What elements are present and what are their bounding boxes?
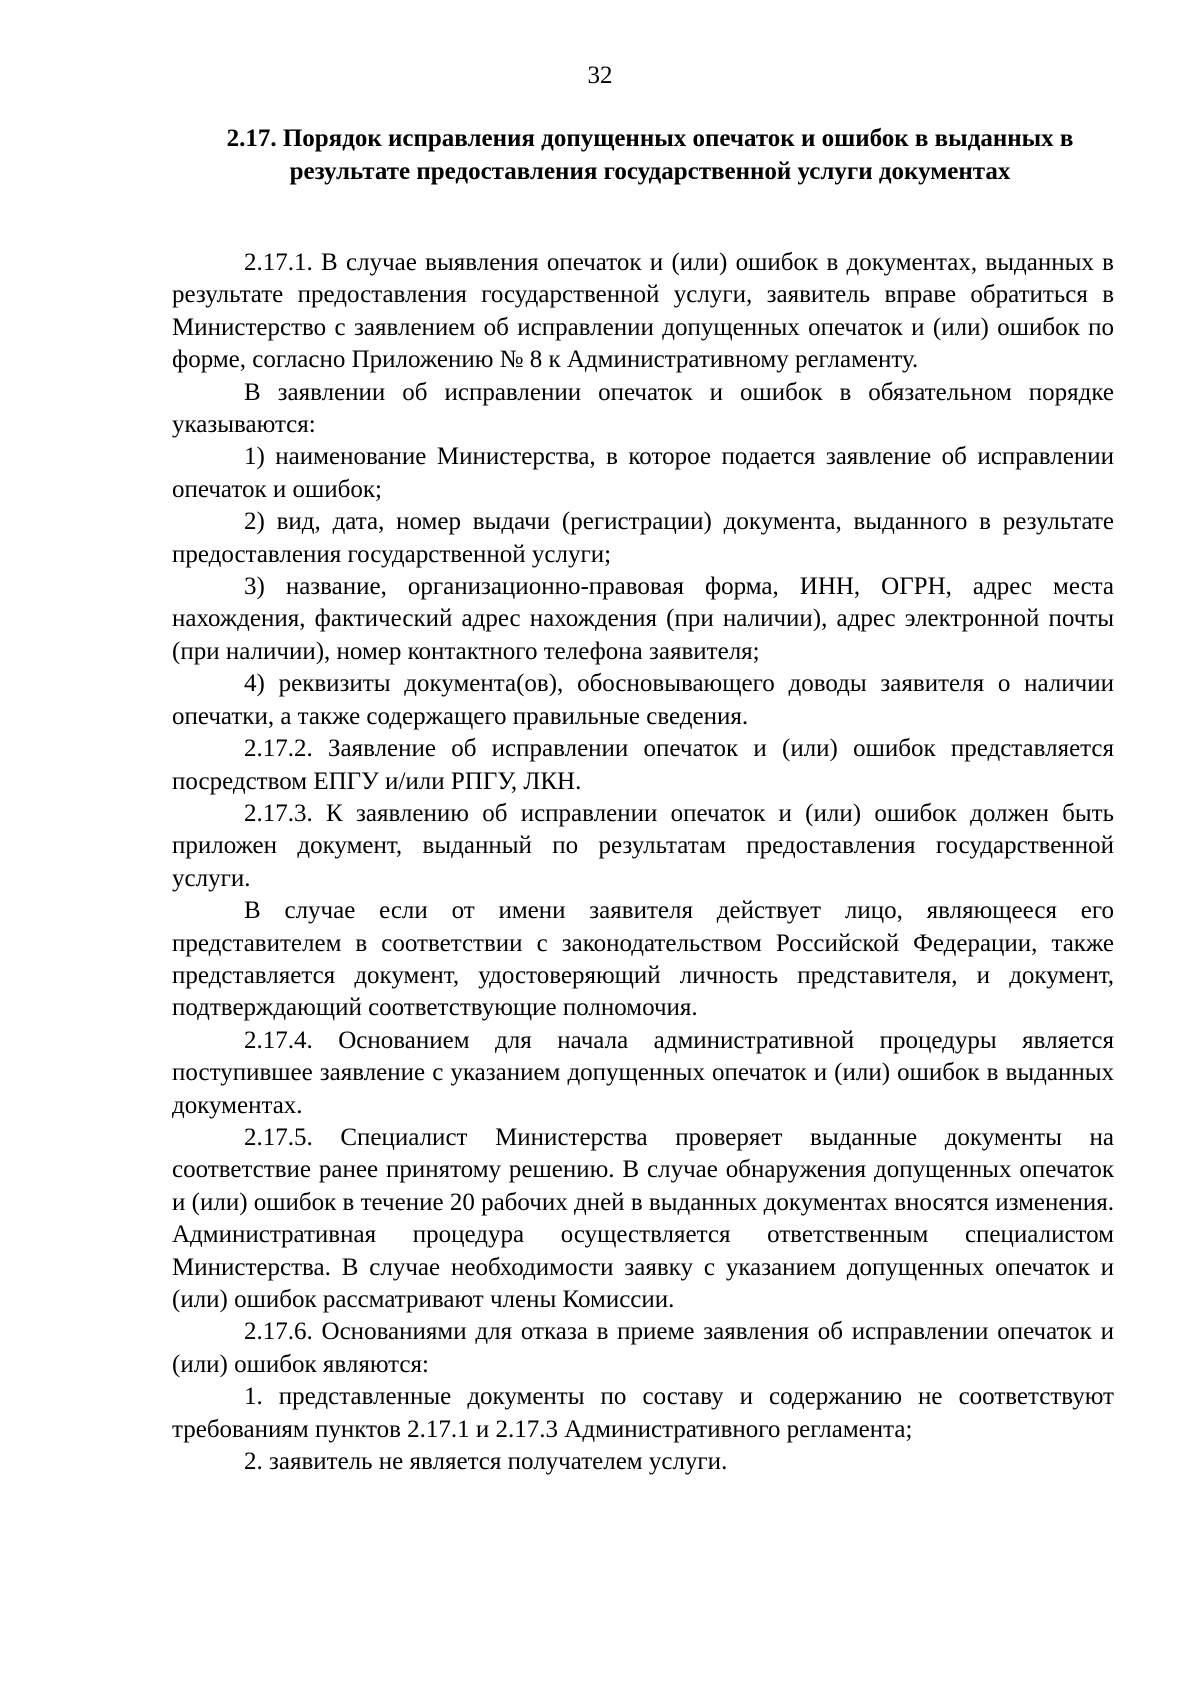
section-heading: 2.17. Порядок исправления допущенных опечаток и ошибок в выданных в результате предоставления государственной услуги документах	[226, 125, 1074, 185]
paragraph: В случае если от имени заявителя действует лицо, являющееся его представителем в соответствии с законодательством Российской Федерации, также представляется документ, удостоверяющий личность представителя, и документ, подтверждающий соответствующие полномочия.	[172, 897, 1114, 1022]
paragraph: 2.17.6. Основаниями для отказа в приеме заявления об исправлении опечаток и (или) ошибок являются:	[172, 1318, 1114, 1378]
list-item: 2) вид, дата, номер выдачи (регистрации) документа, выданного в результате предоставления государственной услуги;	[172, 508, 1114, 568]
paragraph: 2.17.4. Основанием для начала административной процедуры является поступившее заявление с указанием допущенных опечаток и (или) ошибок в выданных документах.	[172, 1026, 1114, 1119]
paragraph: 2.17.3. К заявлению об исправлении опечаток и (или) ошибок должен быть приложен документ, выданный по результатам предоставления государственной услуги.	[172, 799, 1114, 892]
paragraph: 2.17.5. Специалист Министерства проверяет выданные документы на соответствие ранее принятому решению. В случае обнаружения допущенных опечаток и (или) ошибок в течение 20 рабочих дней в выданных документах вносятся изменения. Административная процедура осуществляется ответственным специалистом Министерства. В случае необходимости заявку с указанием допущенных опечаток и (или) ошибок рассматривают члены Комиссии.	[172, 1123, 1114, 1313]
list-item: 4) реквизиты документа(ов), обосновывающего доводы заявителя о наличии опечатки, а также содержащего правильные сведения.	[172, 670, 1114, 730]
page-number: 32	[587, 62, 613, 89]
list-item: 3) название, организационно-правовая форма, ИНН, ОГРН, адрес места нахождения, фактический адрес нахождения (при наличии), адрес электронной почты (при наличии), номер контактного телефона заявителя;	[172, 573, 1114, 665]
paragraph: 2.17.2. Заявление об исправлении опечаток и (или) ошибок представляется посредством ЕПГУ и/или РПГУ, ЛКН.	[172, 735, 1114, 795]
paragraph: В заявлении об исправлении опечаток и ошибок в обязательном порядке указываются:	[172, 378, 1114, 439]
paragraph: 2.17.1. В случае выявления опечаток и (или) ошибок в документах, выданных в результате предоставления государственной услуги, заявитель вправе обратиться в Министерство с заявлением об исправлении допущенных опечаток и (или) ошибок по форме, согласно Приложению № 8 к Административному регламенту.	[172, 249, 1114, 374]
list-item: 1) наименование Министерства, в которое подается заявление об исправлении опечаток и ошибок;	[172, 443, 1114, 503]
document-body	[172, 247, 1114, 1478]
list-item: 1. представленные документы по составу и содержанию не соответствуют требованиям пунктов 2.17.1 и 2.17.3 Административного регламента;	[172, 1383, 1114, 1443]
list-item: 2. заявитель не является получателем услуги.	[244, 1448, 728, 1476]
